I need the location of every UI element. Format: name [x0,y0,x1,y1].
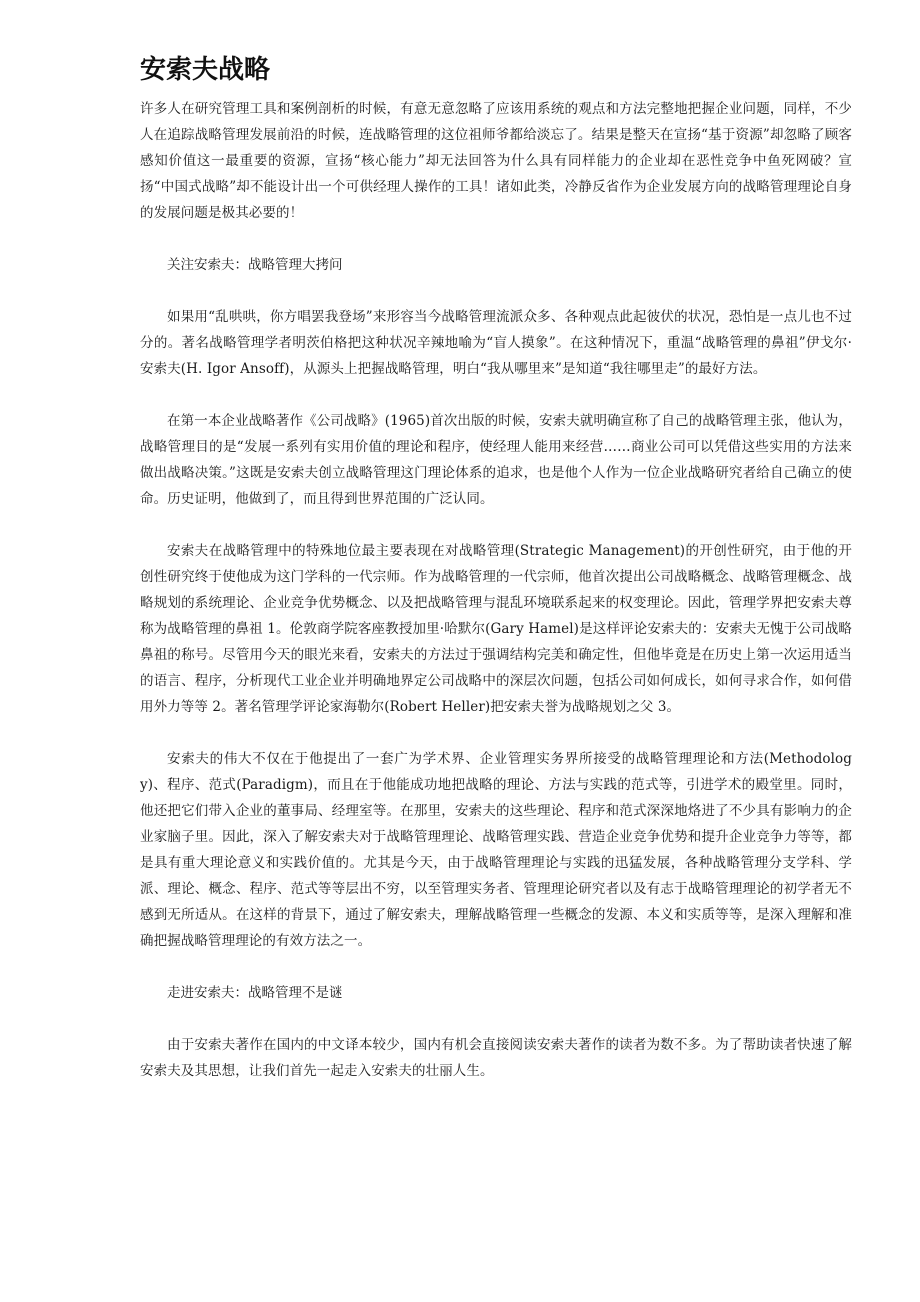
document-title: 安索夫战略 [140,55,271,85]
paragraph-chaos: 如果用“乱哄哄，你方唱罢我登场”来形容当今战略管理流派众多、各种观点此起彼伏的状况，恐怕是一点儿也不过分的。著名战略管理学者明茨伯格把这种状况辛辣地喻为“盲人摸象”。在这种情况下，重温“战略管理的鼻祖”伊戈尔·安索夫(H. Igor Ansoff)，从源头上把握战略管理，明白“我从哪里来”是知道“我往哪里走”的最好方法。 [140,309,852,377]
paragraph-greatness: 安索夫的伟大不仅在于他提出了一套广为学术界、企业管理实务界所接受的战略管理理论和方法(Methodology)、程序、范式(Paradigm)，而且在于他能成功地把战略的理论、方法与实践的范式等，引进学术的殿堂里。同时，他还把它们带入企业的董事局、经理室等。在那里，安索夫的这些理论、程序和范式深深地烙进了不少具有影响力的企业家脑子里。因此，深入了解安索夫对于战略管理理论、战略管理实践、营造企业竞争优势和提升企业竞争力等等，都是具有重大理论意义和实践价值的。尤其是今天，由于战略管理理论与实践的迅猛发展，各种战略管理分支学科、学派、理论、概念、程序、范式等等层出不穷，以至管理实务者、管理理论研究者以及有志于战略管理理论的初学者无不感到无所适从。在这样的背景下，通过了解安索夫，理解战略管理一些概念的发源、本义和实质等等，是深入理解和准确把握战略管理理论的有效方法之一。 [140,751,852,949]
intro-paragraph: 许多人在研究管理工具和案例剖析的时候，有意无意忽略了应该用系统的观点和方法完整地把握企业问题，同样，不少人在追踪战略管理发展前沿的时候，连战略管理的这位祖师爷都给淡忘了。结果是整天在宣扬“基于资源”却忽略了顾客感知价值这一最重要的资源，宣扬“核心能力”却无法回答为什么具有同样能力的企业却在恶性竞争中鱼死网破？宣扬“中国式战略”却不能设计出一个可供经理人操作的工具！诸如此类，冷静反省作为企业发展方向的战略管理理论自身的发展问题是极其必要的！ [140,101,852,221]
paragraph-translation: 由于安索夫著作在国内的中文译本较少，国内有机会直接阅读安索夫著作的读者为数不多。为了帮助读者快速了解安索夫及其思想，让我们首先一起走入安索夫的壮丽人生。 [140,1037,852,1079]
paragraph-corporate-strategy: 在第一本企业战略著作《公司战略》(1965)首次出版的时候，安索夫就明确宣称了自己的战略管理主张，他认为，战略管理目的是“发展一系列有实用价值的理论和程序，使经理人能用来经营……商业公司可以凭借这些实用的方法来做出战略决策。”这既是安索夫创立战略管理这门理论体系的追求，也是他个人作为一位企业战略研究者给自己确立的使命。历史证明，他做到了，而且得到世界范围的广泛认同。 [140,413,852,507]
section-heading-focus: 关注安索夫：战略管理大拷问 [167,257,343,273]
section-heading-approach: 走进安索夫：战略管理不是谜 [167,985,343,1001]
document-page [140,52,852,1110]
paragraph-special-status: 安索夫在战略管理中的特殊地位最主要表现在对战略管理(Strategic Management)的开创性研究，由于他的开创性研究终于使他成为这门学科的一代宗师。作为战略管理的一代宗师，他首次提出公司战略概念、战略管理概念、战略规划的系统理论、企业竞争优势概念、以及把战略管理与混乱环境联系起来的权变理论。因此，管理学界把安索夫尊称为战略管理的鼻祖 1。伦敦商学院客座教授加里·哈默尔(Gary Hamel)是这样评论安索夫的：安索夫无愧于公司战略鼻祖的称号。尽管用今天的眼光来看，安索夫的方法过于强调结构完美和确定性，但他毕竟是在历史上第一次运用适当的语言、程序，分析现代工业企业并明确地界定公司战略中的深层次问题，包括公司如何成长，如何寻求合作，如何借用外力等等 2。著名管理学评论家海勒尔(Robert Heller)把安索夫誉为战略规划之父 3。 [140,543,852,715]
